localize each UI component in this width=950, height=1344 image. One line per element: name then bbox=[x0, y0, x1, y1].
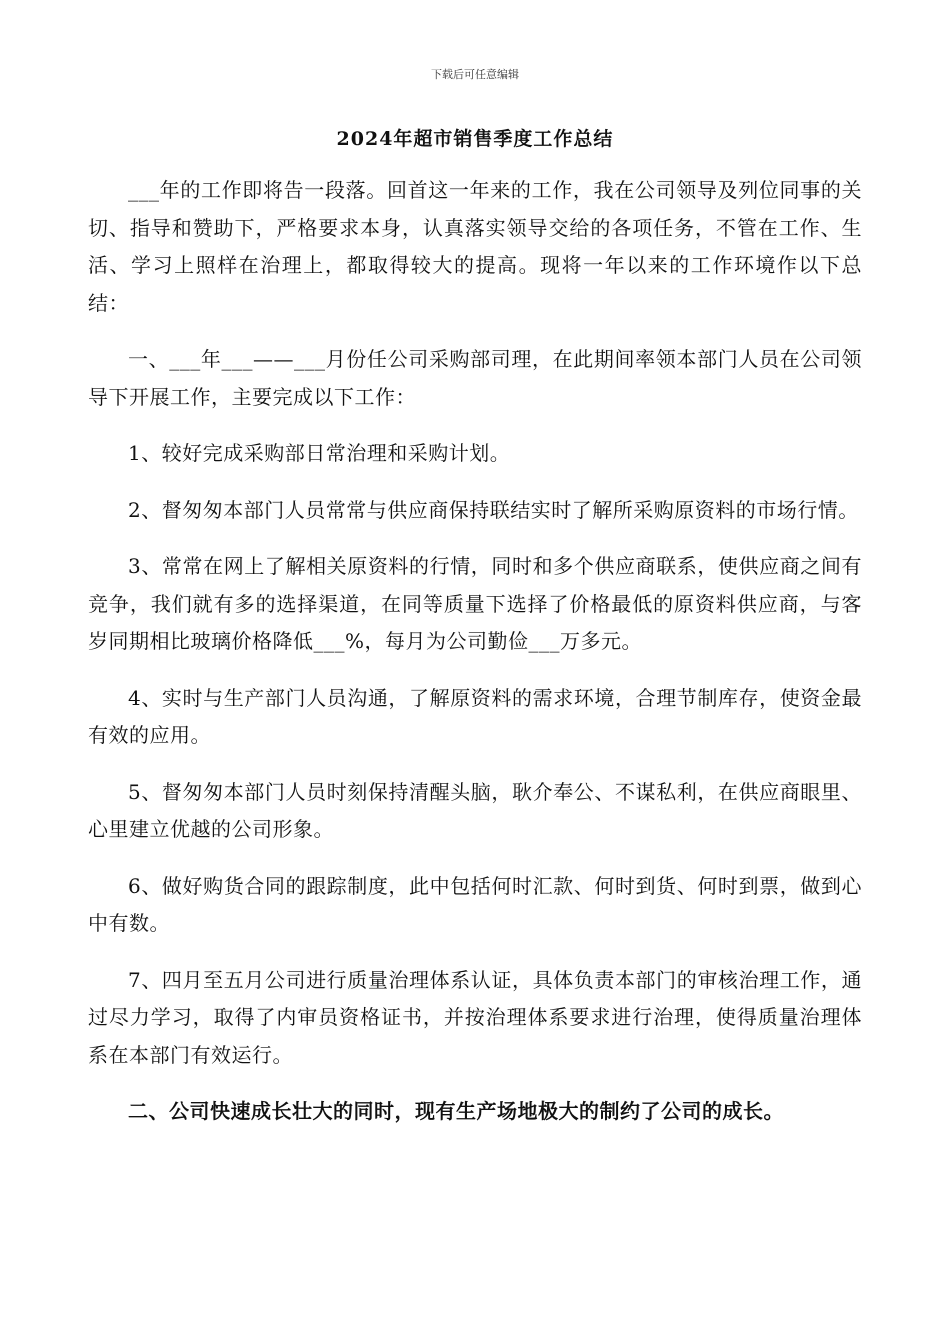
paragraph-item-2: 2、督匆匆本部门人员常常与供应商保持联结实时了解所采购原资料的市场行情。 bbox=[128, 497, 859, 522]
document-body bbox=[88, 172, 862, 1131]
paragraph-section-2: 二、公司快速成长壮大的同时，现有生产场地极大的制约了公司的成长。 bbox=[128, 1099, 784, 1123]
paragraph-item-3: 3、常常在网上了解相关原资料的行情，同时和多个供应商联系，使供应商之间有竞争，我们就有多的选择渠道，在同等质量下选择了价格最低的原资料供应商，与客岁同期相比玻璃价格降低___%，每月为公司勤俭___万多元。 bbox=[88, 554, 862, 653]
page-header: 下载后可任意编辑 bbox=[431, 68, 519, 81]
paragraph-item-5: 5、督匆匆本部门人员时刻保持清醒头脑，耿介奉公、不谋私利，在供应商眼里、心里建立优越的公司形象。 bbox=[88, 779, 862, 841]
paragraph-item-6: 6、做好购货合同的跟踪制度，此中包括何时汇款、何时到货、何时到票，做到心中有数。 bbox=[88, 873, 862, 935]
paragraph-item-7: 7、四月至五月公司进行质量治理体系认证，具体负责本部门的审核治理工作，通过尽力学习，取得了内审员资格证书，并按治理体系要求进行治理，使得质量治理体系在本部门有效运行。 bbox=[88, 967, 862, 1067]
paragraph-item-4: 4、实时与生产部门人员沟通，了解原资料的需求环境，合理节制库存，使资金最有效的应用。 bbox=[88, 685, 862, 747]
document-title: 2024年超市销售季度工作总结 bbox=[336, 128, 614, 150]
paragraph-item-1: 1、较好完成采购部日常治理和采购计划。 bbox=[128, 441, 511, 465]
paragraph-section-1: 一、___年___——___月份任公司采购部司理，在此期间率领本部门人员在公司领导下开展工作，主要完成以下工作： bbox=[88, 347, 862, 409]
paragraph-intro: ___年的工作即将告一段落。回首这一年来的工作，我在公司领导及列位同事的关切、指导和赞助下，严格要求本身，认真落实领导交给的各项任务，不管在工作、生活、学习上照样在治理上，都取得较大的提高。现将一年以来的工作环境作以下总结： bbox=[88, 178, 862, 315]
